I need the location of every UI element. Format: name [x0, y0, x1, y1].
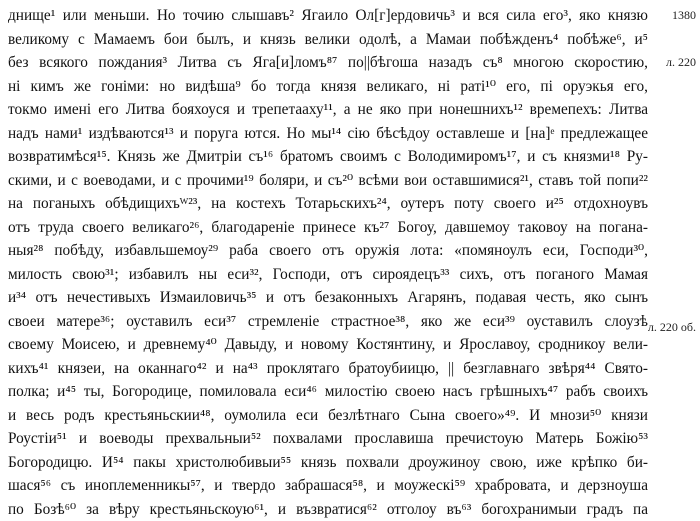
text-line: Роустіи⁵¹ и воеводы прехвальныи⁵² похвалами прославиша пречистоую Матерь Божію⁵³: [8, 427, 648, 451]
text-line: возвратимѣся¹⁵. Князь же Дмитріи съ¹⁶ братомъ своимъ с Володимиромъ¹⁷, и съ князми¹⁸ Ру-: [8, 145, 648, 169]
text-line: ні кимъ же гоніми: но видѣша⁹ бо тогда князя великаго, ні раті¹⁰ его, пі оруэкья его,: [8, 75, 648, 99]
text-line: днище¹ или меньши. Но точию слышавъ² Ягаило Ол[г]ердовичь³ и вся сила его³, яко князю: [8, 4, 648, 28]
text-line: шася⁵⁶ съ иноплеменникы⁵⁷, и твердо забрашася⁵⁸, и моужескі⁵⁹ храбровата, и дерзноуша: [8, 474, 648, 498]
text-line: и³⁴ отъ нечестивыхъ Измаиловичь³⁵ и отъ безаконныхъ Агарянъ, подавая честь, яко сынъ: [8, 286, 648, 310]
margin-folio: л. 220 об.: [648, 320, 696, 334]
text-line: и весь родъ крестьяньскии⁴⁸, оумолила еси безлѣтнаго Сына своего»⁴⁹. И мнози⁵⁰ князи: [8, 404, 648, 428]
text-line: скими, и с воеводами, и с прочими¹⁹ боляри, и съ²⁰ всѣми вои оставшимися²¹, ставъ той попи²²: [8, 169, 648, 193]
text-line: отъ труда своего великаго²⁶, благодареніе принесе къ²⁷ Богоу, давшемоу таковоу на погана-: [8, 216, 648, 240]
text-line: по Бозѣ⁶⁰ за вѣру крестьяньскоую⁶¹, и възвратися⁶² отголоу въ⁶³ богохранимыи градъ па: [8, 498, 648, 521]
text-line: без всякого пождания³ Литва съ Яга[и]ломъ⁸⁷ по||бѣгоша назадъ съ⁸ многою скоростию,: [8, 51, 648, 75]
text-line: полка; и⁴⁵ ты, Богородице, помиловала еси⁴⁶ милостію своею насъ грѣшныхъ⁴⁷ рабъ своихъ: [8, 380, 648, 404]
text-line: своему Моисею, и древнему⁴⁰ Давыду, и новому Костянтину, и Ярославоу, сродникоу вели-: [8, 333, 648, 357]
text-body: [8, 4, 648, 521]
text-line: на поганыхъ обѣдищихъᵂ²³, на костехъ Тотарьскихъ²⁴, оутеръ поту своего и²⁵ отдохноувъ: [8, 192, 648, 216]
margin-year: 1380: [672, 8, 696, 22]
text-line: Богородицю. И⁵⁴ пакы христолюбивыи⁵⁵ князь похвали дроужиноу свою, иже крѣпко би-: [8, 451, 648, 475]
text-line: надъ нами¹ издѣваются¹³ и поруга ются. Но мы¹⁴ сію бѣсѣдоу оставлеше и [на]ᵉ предлежащее: [8, 122, 648, 146]
text-line: кихъ⁴¹ князеи, на оканнаго⁴² и на⁴³ проклятаго братоубиицю, || безглавнаго звѣря⁴⁴ Свято-: [8, 357, 648, 381]
text-line: милость свою³¹; избавилъ ны еси³², Господи, отъ сироядецъ³³ сихъ, отъ поганого Мамая: [8, 263, 648, 287]
text-line: своеи матере³⁶; оуставилъ еси³⁷ стремленіе страстное³⁸, яко же еси³⁹ оуставилъ слоузѣ: [8, 310, 648, 334]
text-line: токмо имені его Литва бояхоуся и трепетааху¹¹, а не яко при нонешнихъ¹² времепехъ: Литва: [8, 98, 648, 122]
text-line: великому с Мамаемъ бои былъ, и князь велики одолѣ, а Мамаи побѣжденъ⁴ побѣже⁶, и⁵: [8, 28, 648, 52]
text-line: ныя²⁸ побѣду, избавльшемоу²⁹ раба своего отъ оружія лота: «помяноулъ еси, Господи³⁰,: [8, 239, 648, 263]
margin-folio: л. 220: [666, 55, 696, 69]
